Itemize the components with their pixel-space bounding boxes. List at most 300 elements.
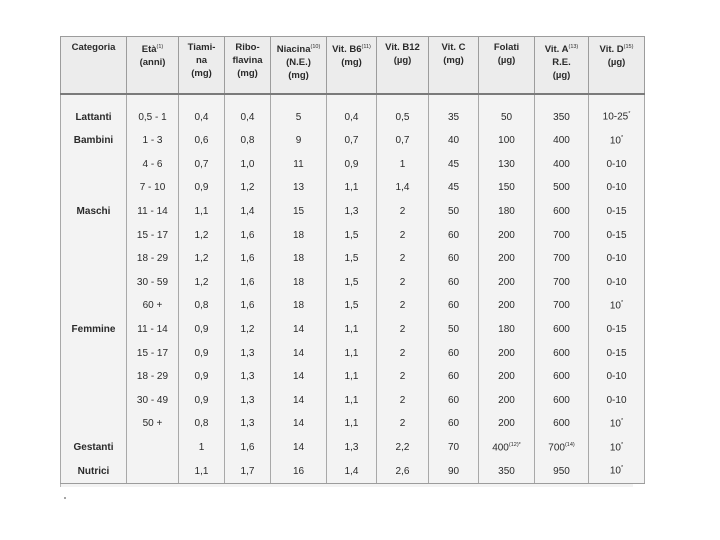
table-row bbox=[61, 365, 645, 389]
header-line: R.E. bbox=[552, 57, 571, 69]
category-cell bbox=[61, 365, 127, 389]
value-text: 150 bbox=[498, 182, 515, 194]
value-cell-niacina bbox=[271, 271, 327, 295]
table-row bbox=[61, 389, 645, 413]
value-cell-folati bbox=[479, 271, 535, 295]
value-cell-niacina bbox=[271, 459, 327, 483]
value-text: 1,6 bbox=[240, 253, 255, 265]
value-cell-niacina bbox=[271, 294, 327, 318]
header-line: (mg) bbox=[237, 68, 258, 79]
value-footnote-ref: * bbox=[620, 441, 624, 448]
value-text: 1,4 bbox=[395, 182, 410, 194]
value-cell-vit_b12 bbox=[377, 94, 429, 129]
value-cell-folati bbox=[479, 365, 535, 389]
value-cell-folati bbox=[479, 341, 535, 365]
category-cell bbox=[61, 176, 127, 200]
value-cell-niacina bbox=[271, 341, 327, 365]
value-cell-tiamina bbox=[179, 294, 225, 318]
value-cell-vit_a bbox=[535, 436, 589, 460]
value-text: 1,1 bbox=[344, 182, 359, 194]
age-cell: 30 - 59 bbox=[127, 271, 179, 295]
value-text: 200 bbox=[498, 276, 515, 288]
value-text: 1,3 bbox=[240, 394, 255, 406]
value-cell-vit_d bbox=[589, 365, 645, 389]
age-cell bbox=[127, 459, 179, 483]
value-cell-folati bbox=[479, 412, 535, 436]
value-text: 180 bbox=[498, 324, 515, 336]
value-text: 0-10 bbox=[606, 276, 627, 288]
value-cell-riboflavina bbox=[225, 436, 271, 460]
value-cell-riboflavina bbox=[225, 341, 271, 365]
value-cell-vit_d bbox=[589, 129, 645, 153]
value-text: 200 bbox=[498, 371, 515, 383]
value-text: 180 bbox=[498, 206, 515, 218]
value-footnote-ref: (14) bbox=[564, 441, 575, 448]
value-cell-vit_b12 bbox=[377, 318, 429, 342]
value-cell-vit_b6 bbox=[327, 294, 377, 318]
age-cell: 1 - 3 bbox=[127, 129, 179, 153]
value-cell-folati bbox=[479, 153, 535, 177]
value-cell-vit_c bbox=[429, 459, 479, 483]
category-cell: Gestanti bbox=[61, 436, 127, 460]
value-text: 60 bbox=[447, 371, 460, 383]
value-text: 0,9 bbox=[344, 158, 359, 170]
value-text: 14 bbox=[292, 394, 305, 406]
value-text: 15 bbox=[292, 206, 305, 218]
header-line: Età bbox=[141, 44, 157, 56]
value-text: 1,4 bbox=[240, 206, 255, 218]
value-cell-vit_c bbox=[429, 94, 479, 129]
value-cell-vit_b12 bbox=[377, 412, 429, 436]
table-row bbox=[61, 153, 645, 177]
value-cell-vit_a bbox=[535, 176, 589, 200]
value-cell-vit_d bbox=[589, 271, 645, 295]
age-cell: 0,5 - 1 bbox=[127, 94, 179, 129]
value-cell-riboflavina bbox=[225, 247, 271, 271]
value-cell-vit_c bbox=[429, 436, 479, 460]
value-text: 400 bbox=[492, 442, 509, 454]
value-text: 1 bbox=[399, 158, 406, 170]
value-text: 0,9 bbox=[194, 182, 209, 194]
value-text: 18 bbox=[292, 253, 305, 265]
age-cell: 18 - 29 bbox=[127, 365, 179, 389]
value-text: 60 bbox=[447, 347, 460, 359]
value-cell-vit_d bbox=[589, 247, 645, 271]
value-text: 50 bbox=[447, 206, 460, 218]
value-cell-tiamina bbox=[179, 412, 225, 436]
value-text: 10 bbox=[609, 465, 621, 477]
value-text: 0,8 bbox=[194, 300, 209, 312]
value-text: 0,8 bbox=[194, 418, 209, 430]
value-cell-vit_b12 bbox=[377, 247, 429, 271]
header-riboflavina bbox=[225, 37, 271, 95]
value-cell-vit_b6 bbox=[327, 459, 377, 483]
value-text: 600 bbox=[553, 418, 570, 430]
value-text: 600 bbox=[553, 206, 570, 218]
value-text: 0,9 bbox=[194, 371, 209, 383]
value-text: 2 bbox=[399, 276, 406, 288]
value-cell-vit_a bbox=[535, 247, 589, 271]
value-text: 0-15 bbox=[606, 206, 627, 218]
value-cell-vit_d bbox=[589, 176, 645, 200]
value-cell-tiamina bbox=[179, 271, 225, 295]
table-row bbox=[61, 459, 645, 483]
age-cell: 7 - 10 bbox=[127, 176, 179, 200]
category-cell bbox=[61, 223, 127, 247]
value-footnote-ref: * bbox=[628, 111, 631, 118]
value-cell-folati bbox=[479, 223, 535, 247]
category-cell: Nutrici bbox=[61, 459, 127, 483]
value-text: 400 bbox=[553, 158, 570, 170]
value-text: 0-10 bbox=[606, 253, 627, 265]
value-text: 1,4 bbox=[344, 465, 359, 477]
table-row bbox=[61, 318, 645, 342]
header-vit_a bbox=[535, 37, 589, 95]
value-text: 10 bbox=[609, 418, 621, 430]
value-cell-vit_b6 bbox=[327, 200, 377, 224]
value-cell-vit_c bbox=[429, 223, 479, 247]
value-cell-tiamina bbox=[179, 459, 225, 483]
value-cell-niacina bbox=[271, 389, 327, 413]
value-text: 200 bbox=[498, 394, 515, 406]
value-cell-vit_a bbox=[535, 318, 589, 342]
value-cell-riboflavina bbox=[225, 271, 271, 295]
table-row bbox=[61, 129, 645, 153]
value-cell-tiamina bbox=[179, 94, 225, 129]
table-row bbox=[61, 294, 645, 318]
header-line: Categoria bbox=[71, 42, 116, 53]
value-footnote-ref: * bbox=[620, 465, 624, 472]
value-text: 0,7 bbox=[395, 135, 410, 147]
value-cell-vit_b6 bbox=[327, 247, 377, 271]
value-text: 14 bbox=[292, 324, 305, 336]
age-cell: 30 - 49 bbox=[127, 389, 179, 413]
value-cell-riboflavina bbox=[225, 318, 271, 342]
value-cell-tiamina bbox=[179, 223, 225, 247]
header-footnote-ref: (1) bbox=[156, 44, 164, 50]
header-line: (µg) bbox=[552, 70, 571, 82]
value-cell-vit_a bbox=[535, 365, 589, 389]
value-text: 2 bbox=[399, 394, 406, 406]
value-cell-riboflavina bbox=[225, 365, 271, 389]
value-text: 0-15 bbox=[606, 347, 627, 359]
value-cell-tiamina bbox=[179, 318, 225, 342]
value-cell-vit_a bbox=[535, 271, 589, 295]
value-text: 10-25 bbox=[602, 111, 629, 123]
header-vit_d bbox=[589, 37, 645, 95]
value-cell-vit_b6 bbox=[327, 176, 377, 200]
header-footnote-ref: (13) bbox=[568, 44, 579, 50]
value-cell-niacina bbox=[271, 365, 327, 389]
value-text: 1,2 bbox=[194, 276, 209, 288]
value-text: 0,4 bbox=[344, 111, 359, 123]
value-cell-tiamina bbox=[179, 200, 225, 224]
value-text: 200 bbox=[498, 229, 515, 241]
value-cell-tiamina bbox=[179, 247, 225, 271]
value-cell-vit_b6 bbox=[327, 223, 377, 247]
value-cell-vit_c bbox=[429, 129, 479, 153]
value-text: 0,5 bbox=[395, 111, 410, 123]
value-cell-vit_a bbox=[535, 294, 589, 318]
value-text: 1,5 bbox=[344, 276, 359, 288]
value-cell-vit_b6 bbox=[327, 365, 377, 389]
value-text: 16 bbox=[292, 465, 305, 477]
table-row bbox=[61, 436, 645, 460]
value-text: 60 bbox=[447, 418, 460, 430]
value-cell-vit_c bbox=[429, 176, 479, 200]
value-cell-niacina bbox=[271, 94, 327, 129]
value-text: 130 bbox=[498, 158, 515, 170]
value-text: 1,1 bbox=[344, 418, 359, 430]
header-categoria bbox=[61, 37, 127, 95]
value-text: 0-15 bbox=[606, 229, 627, 241]
value-cell-folati bbox=[479, 176, 535, 200]
value-text: 1,3 bbox=[344, 206, 359, 218]
value-text: 1,2 bbox=[240, 182, 255, 194]
header-line: Ribo- bbox=[235, 42, 260, 53]
table-row bbox=[61, 94, 645, 129]
value-cell-riboflavina bbox=[225, 223, 271, 247]
value-cell-vit_c bbox=[429, 412, 479, 436]
value-cell-folati bbox=[479, 94, 535, 129]
value-cell-vit_a bbox=[535, 153, 589, 177]
value-cell-vit_b6 bbox=[327, 436, 377, 460]
age-cell bbox=[127, 436, 179, 460]
header-vit_c bbox=[429, 37, 479, 95]
value-cell-vit_c bbox=[429, 247, 479, 271]
value-text: 14 bbox=[292, 418, 305, 430]
value-text: 0,4 bbox=[240, 111, 255, 123]
value-cell-tiamina bbox=[179, 365, 225, 389]
value-cell-vit_c bbox=[429, 271, 479, 295]
value-cell-vit_c bbox=[429, 294, 479, 318]
value-text: 2 bbox=[399, 229, 406, 241]
header-vit_b6 bbox=[327, 37, 377, 95]
value-text: 1,6 bbox=[240, 229, 255, 241]
value-text: 90 bbox=[447, 465, 460, 477]
value-text: 0,4 bbox=[194, 111, 209, 123]
category-cell bbox=[61, 271, 127, 295]
value-cell-tiamina bbox=[179, 436, 225, 460]
value-text: 2 bbox=[399, 300, 406, 312]
value-text: 1,1 bbox=[344, 394, 359, 406]
value-text: 700 bbox=[553, 229, 570, 241]
value-cell-vit_c bbox=[429, 200, 479, 224]
category-cell: Lattanti bbox=[61, 94, 127, 129]
value-cell-tiamina bbox=[179, 389, 225, 413]
value-text: 10 bbox=[609, 442, 621, 454]
value-cell-vit_b12 bbox=[377, 176, 429, 200]
value-text: 350 bbox=[498, 465, 515, 477]
value-cell-niacina bbox=[271, 223, 327, 247]
value-text: 2,6 bbox=[395, 465, 410, 477]
value-cell-vit_c bbox=[429, 341, 479, 365]
value-text: 11 bbox=[293, 158, 304, 170]
value-text: 2 bbox=[399, 347, 406, 359]
value-cell-vit_d bbox=[589, 200, 645, 224]
value-cell-vit_d bbox=[589, 389, 645, 413]
value-cell-niacina bbox=[271, 412, 327, 436]
table-row bbox=[61, 271, 645, 295]
value-text: 40 bbox=[447, 135, 460, 147]
value-cell-riboflavina bbox=[225, 389, 271, 413]
value-cell-vit_d bbox=[589, 318, 645, 342]
value-cell-riboflavina bbox=[225, 412, 271, 436]
header-footnote-ref: (11) bbox=[361, 44, 371, 50]
header-line: (mg) bbox=[191, 68, 212, 79]
table-row bbox=[61, 341, 645, 365]
table-row bbox=[61, 223, 645, 247]
age-cell: 18 - 29 bbox=[127, 247, 179, 271]
value-cell-vit_b6 bbox=[327, 94, 377, 129]
header-footnote-ref: (15) bbox=[623, 44, 634, 50]
value-text: 2 bbox=[399, 253, 406, 265]
value-cell-niacina bbox=[271, 129, 327, 153]
value-text: 200 bbox=[498, 418, 515, 430]
value-text: 1,3 bbox=[240, 347, 255, 359]
value-text: 13 bbox=[292, 182, 305, 194]
value-text: 60 bbox=[447, 229, 460, 241]
value-text: 1,5 bbox=[344, 300, 359, 312]
value-text: 35 bbox=[447, 111, 460, 123]
value-cell-vit_b12 bbox=[377, 294, 429, 318]
value-cell-vit_b6 bbox=[327, 129, 377, 153]
value-text: 1,1 bbox=[344, 371, 359, 383]
value-text: 700 bbox=[548, 442, 565, 454]
category-cell bbox=[61, 412, 127, 436]
header-niacina bbox=[271, 37, 327, 95]
value-cell-vit_a bbox=[535, 223, 589, 247]
value-cell-vit_c bbox=[429, 153, 479, 177]
value-cell-vit_d bbox=[589, 94, 645, 129]
value-text: 5 bbox=[295, 111, 302, 123]
value-cell-vit_b6 bbox=[327, 271, 377, 295]
value-cell-riboflavina bbox=[225, 459, 271, 483]
scan-speck bbox=[64, 497, 66, 499]
value-text: 1,0 bbox=[240, 158, 255, 170]
header-line: na bbox=[195, 55, 208, 66]
value-text: 60 bbox=[447, 276, 460, 288]
value-cell-riboflavina bbox=[225, 200, 271, 224]
value-text: 14 bbox=[292, 347, 305, 359]
header-footnote-ref: (10) bbox=[310, 44, 321, 50]
value-text: 1,6 bbox=[240, 442, 255, 454]
value-text: 1,6 bbox=[240, 276, 255, 288]
value-text: 0,9 bbox=[194, 324, 209, 336]
value-cell-vit_c bbox=[429, 318, 479, 342]
value-text: 1,1 bbox=[344, 324, 359, 336]
value-text: 0-15 bbox=[606, 324, 627, 336]
value-text: 18 bbox=[292, 229, 305, 241]
value-cell-riboflavina bbox=[225, 294, 271, 318]
value-cell-vit_d bbox=[589, 294, 645, 318]
value-text: 1,1 bbox=[194, 206, 209, 218]
value-footnote-ref: * bbox=[620, 300, 624, 307]
value-cell-vit_d bbox=[589, 341, 645, 365]
value-text: 1,2 bbox=[194, 253, 209, 265]
value-text: 600 bbox=[553, 347, 570, 359]
value-text: 1,6 bbox=[240, 300, 255, 312]
value-cell-folati bbox=[479, 459, 535, 483]
header-line: Vit. A bbox=[544, 44, 569, 56]
value-text: 1,3 bbox=[240, 371, 255, 383]
value-cell-vit_b12 bbox=[377, 389, 429, 413]
value-text: 10 bbox=[609, 300, 621, 312]
value-cell-vit_b6 bbox=[327, 412, 377, 436]
value-cell-vit_b12 bbox=[377, 271, 429, 295]
value-cell-vit_c bbox=[429, 365, 479, 389]
value-text: 60 bbox=[447, 253, 460, 265]
value-text: 500 bbox=[553, 182, 570, 194]
value-cell-vit_a bbox=[535, 129, 589, 153]
nutrient-requirements-table bbox=[60, 36, 645, 484]
value-footnote-ref: * bbox=[620, 418, 624, 425]
value-text: 0,7 bbox=[194, 158, 209, 170]
value-cell-vit_b12 bbox=[377, 459, 429, 483]
value-text: 700 bbox=[553, 276, 570, 288]
header-folati bbox=[479, 37, 535, 95]
value-text: 2 bbox=[399, 324, 406, 336]
header-line: Vit. B6 bbox=[332, 44, 362, 56]
value-text: 700 bbox=[553, 300, 570, 312]
value-text: 18 bbox=[292, 300, 305, 312]
value-cell-folati bbox=[479, 294, 535, 318]
value-text: 50 bbox=[500, 111, 513, 123]
value-text: 1,2 bbox=[240, 324, 255, 336]
value-text: 0,6 bbox=[194, 135, 209, 147]
value-cell-vit_b12 bbox=[377, 341, 429, 365]
table-row bbox=[61, 412, 645, 436]
value-cell-vit_b12 bbox=[377, 365, 429, 389]
header-line: (µg) bbox=[607, 57, 626, 69]
category-cell bbox=[61, 294, 127, 318]
table-row bbox=[61, 247, 645, 271]
value-cell-folati bbox=[479, 318, 535, 342]
value-text: 14 bbox=[292, 371, 305, 383]
value-text: 1,1 bbox=[344, 347, 359, 359]
table-row bbox=[61, 176, 645, 200]
age-cell: 4 - 6 bbox=[127, 153, 179, 177]
value-cell-niacina bbox=[271, 436, 327, 460]
value-cell-vit_b6 bbox=[327, 341, 377, 365]
category-cell: Femmine bbox=[61, 318, 127, 342]
category-cell: Maschi bbox=[61, 200, 127, 224]
value-cell-vit_d bbox=[589, 436, 645, 460]
value-text: 0-10 bbox=[606, 371, 627, 383]
header-tiamina bbox=[179, 37, 225, 95]
age-cell: 11 - 14 bbox=[127, 200, 179, 224]
age-cell: 50 + bbox=[127, 412, 179, 436]
category-cell bbox=[61, 247, 127, 271]
value-cell-riboflavina bbox=[225, 94, 271, 129]
value-text: 1,5 bbox=[344, 253, 359, 265]
value-cell-tiamina bbox=[179, 153, 225, 177]
header-line: (N.E.) bbox=[286, 57, 311, 69]
value-cell-vit_a bbox=[535, 200, 589, 224]
value-text: 14 bbox=[292, 442, 305, 454]
header-line: Vit. D bbox=[599, 44, 624, 56]
value-text: 0-10 bbox=[606, 394, 627, 406]
value-text: 1,3 bbox=[344, 442, 359, 454]
value-cell-folati bbox=[479, 129, 535, 153]
nutrient-table-container bbox=[60, 36, 645, 484]
value-text: 2 bbox=[399, 371, 406, 383]
value-text: 18 bbox=[292, 276, 305, 288]
age-cell: 15 - 17 bbox=[127, 341, 179, 365]
value-text: 70 bbox=[447, 442, 460, 454]
age-cell: 15 - 17 bbox=[127, 223, 179, 247]
value-cell-vit_b12 bbox=[377, 436, 429, 460]
